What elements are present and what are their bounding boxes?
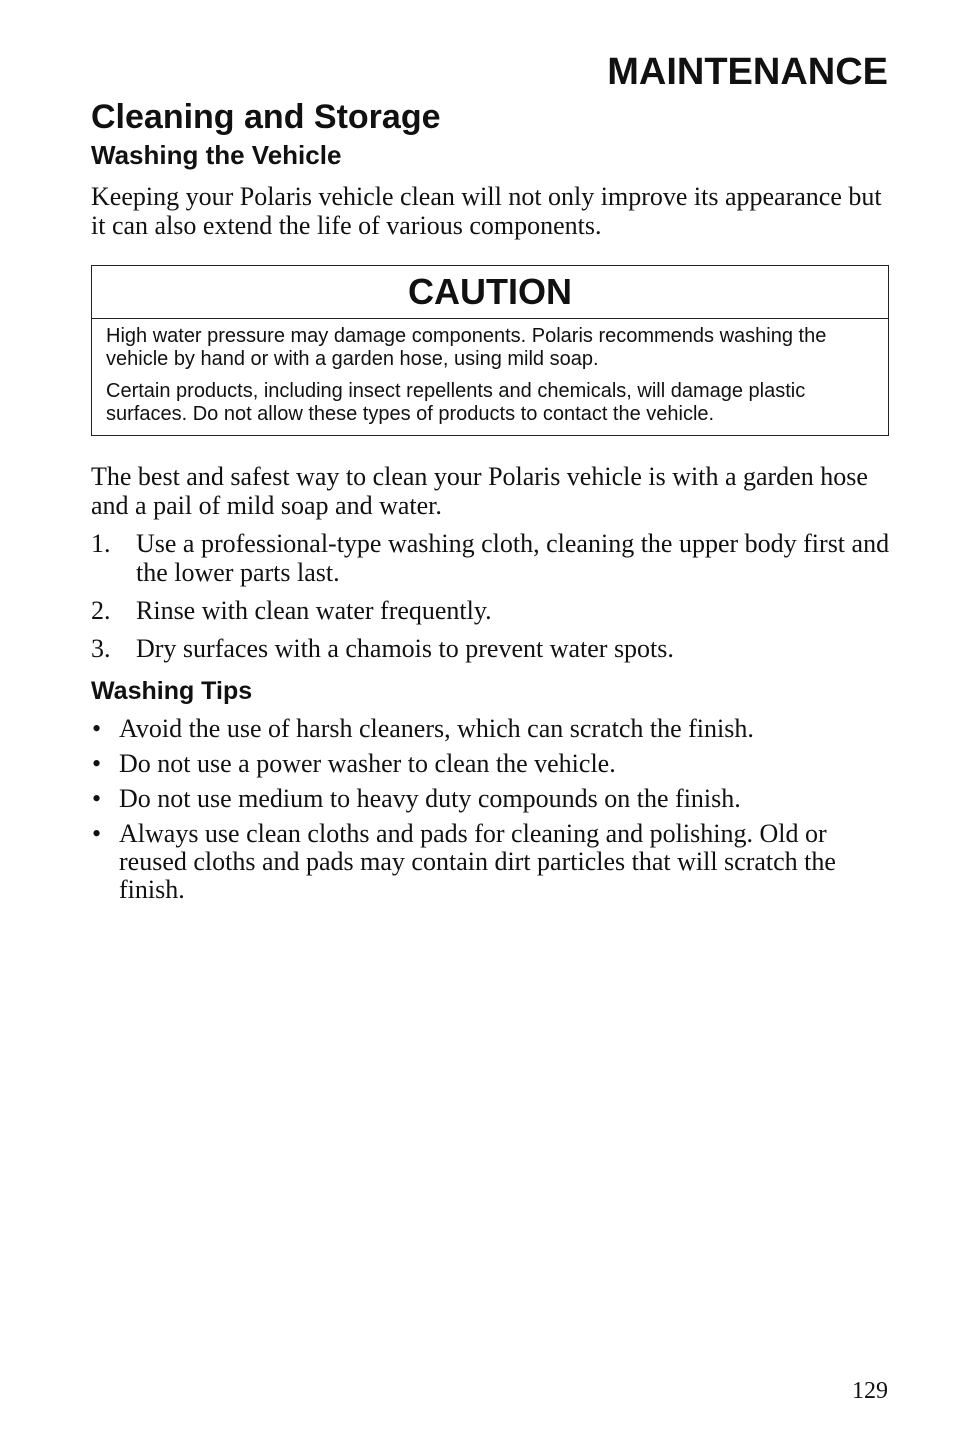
washing-vehicle-heading: Washing the Vehicle	[91, 140, 342, 170]
step-text: Rinse with clean water frequently.	[136, 596, 492, 625]
page-number: 129	[852, 1378, 888, 1404]
tip-text: Do not use a power washer to clean the vehicle.	[119, 749, 616, 778]
tip-text: Avoid the use of harsh cleaners, which can scratch the finish.	[119, 714, 754, 743]
washing-tips-list	[91, 715, 891, 911]
caution-title: CAUTION	[92, 266, 888, 319]
list-item	[91, 750, 891, 778]
caution-paragraph: High water pressure may damage components. Polaris recommends washing the vehicle by hand or with a garden hose, using mild soap.	[106, 325, 827, 370]
list-item	[91, 785, 891, 813]
step-text: Dry surfaces with a chamois to prevent water spots.	[136, 634, 674, 663]
page-title: Cleaning and Storage	[91, 98, 441, 136]
intro-paragraph: Keeping your Polaris vehicle clean will not only improve its appearance but it can also extend the life of various components.	[91, 182, 882, 240]
step-text: Use a professional-type washing cloth, cleaning the upper body first and the lower parts last.	[136, 529, 890, 587]
section-header: MAINTENANCE	[607, 51, 888, 93]
list-item	[91, 820, 891, 904]
bullet-icon: •	[92, 784, 102, 813]
list-item	[91, 715, 891, 743]
washing-steps-list	[91, 529, 891, 672]
tip-text: Do not use medium to heavy duty compounds on the finish.	[119, 784, 741, 813]
caution-paragraph: Certain products, including insect repellents and chemicals, will damage plastic surfaces. Do not allow these types of products to contact the vehicle.	[106, 380, 806, 425]
step-number: 1.	[91, 529, 111, 558]
bullet-icon: •	[92, 714, 102, 743]
caution-box	[91, 265, 889, 436]
step-number: 2.	[91, 596, 111, 625]
bullet-icon: •	[92, 819, 102, 848]
bullet-icon: •	[92, 749, 102, 778]
list-item	[91, 634, 891, 663]
washing-tips-heading: Washing Tips	[91, 677, 253, 705]
tip-text: Always use clean cloths and pads for cleaning and polishing. Old or reused cloths and pads may contain dirt particles that will scratch the finish.	[119, 819, 836, 904]
list-item	[91, 596, 891, 625]
caution-body	[92, 319, 888, 426]
best-way-paragraph: The best and safest way to clean your Polaris vehicle is with a garden hose and a pail of mild soap and water.	[91, 462, 868, 520]
list-item	[91, 529, 891, 587]
step-number: 3.	[91, 634, 111, 663]
